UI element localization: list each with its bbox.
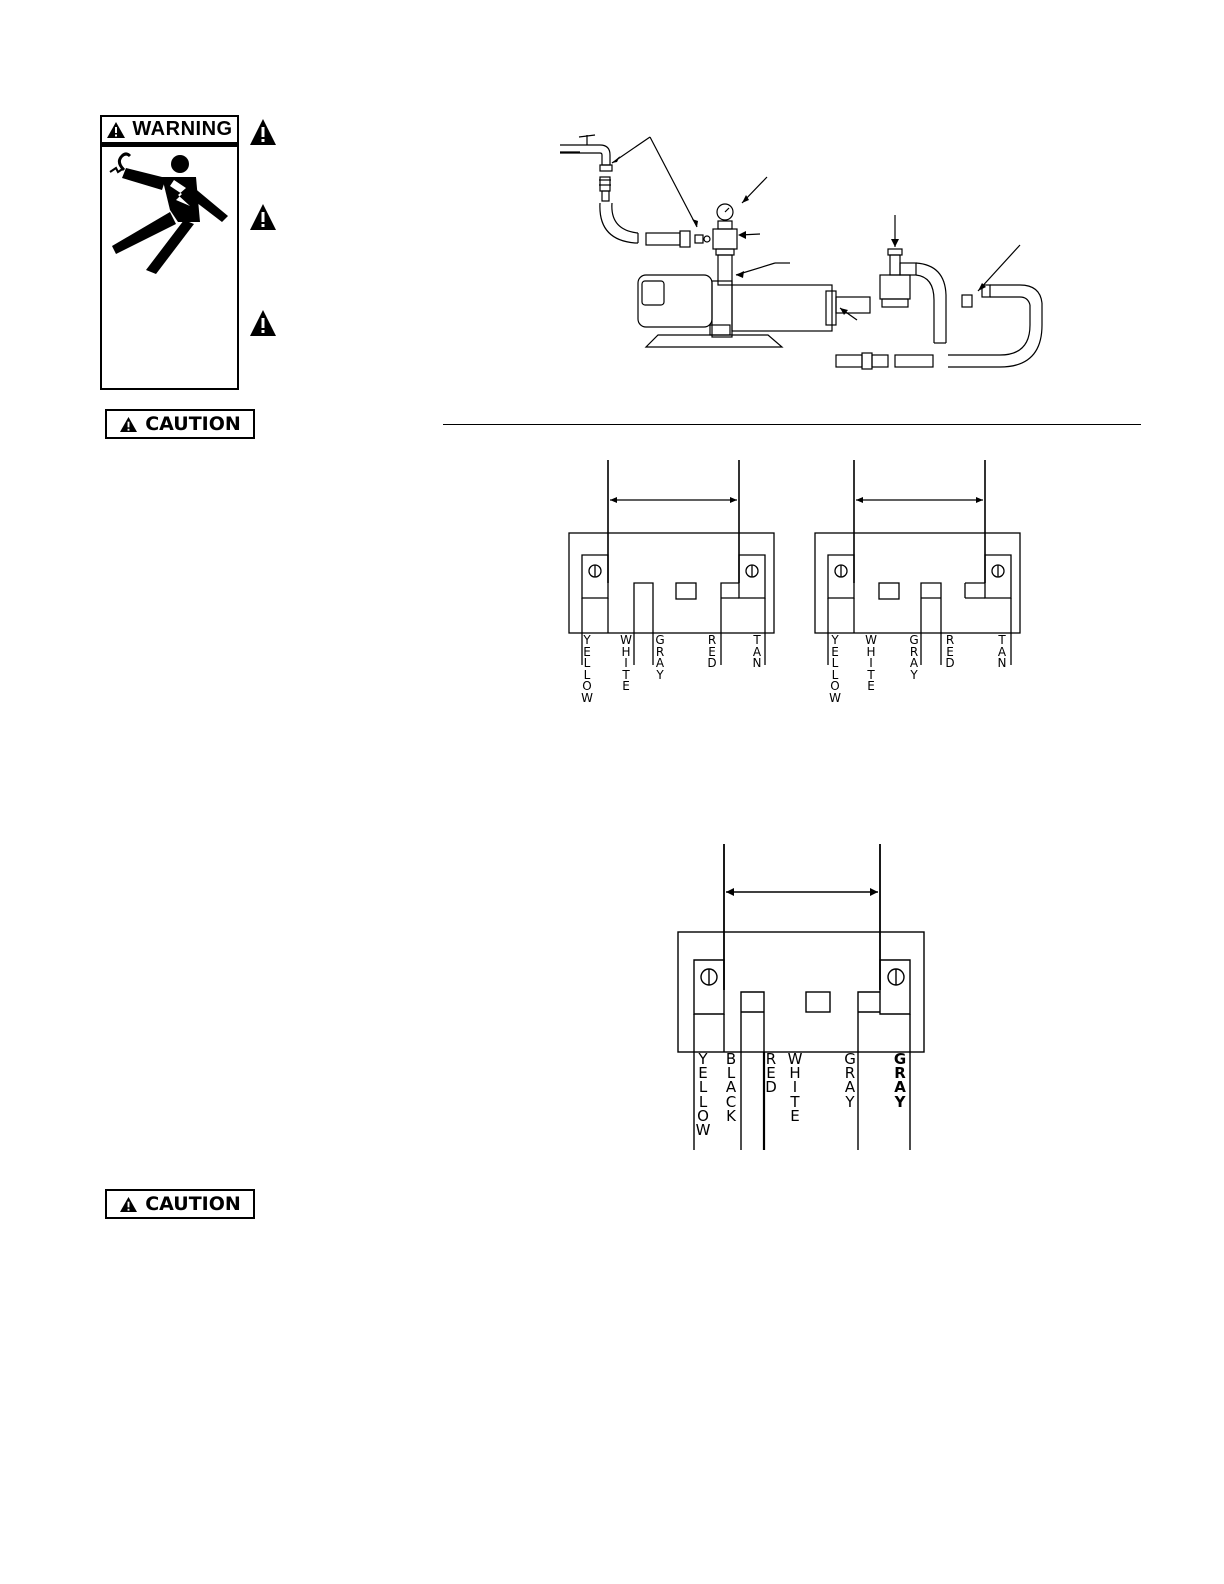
caution-label-text: CAUTION xyxy=(145,1193,241,1215)
caution-label-text: CAUTION xyxy=(145,413,241,435)
alert-triangle-icon xyxy=(249,309,277,337)
alert-triangle-icon xyxy=(249,118,277,146)
wire-label-yellow: Y E L L O W xyxy=(695,1050,711,1140)
wire-label-black: B L A C K xyxy=(725,1050,737,1125)
wire-label-gray: G R A Y xyxy=(893,1050,907,1111)
wiring-diagram-1 xyxy=(560,455,785,665)
pump-plumbing-illustration xyxy=(550,125,1050,380)
wire-label-white: W H I T E xyxy=(787,1050,803,1125)
caution-label xyxy=(105,1189,255,1219)
warning-label-text: WARNING xyxy=(132,118,233,140)
wire-label-red: R E D xyxy=(945,633,955,670)
wire-label-yellow: Y E L L O W xyxy=(829,633,841,705)
electric-shock-icon xyxy=(104,150,236,275)
wire-label-tan: T A N xyxy=(752,633,762,670)
section-divider xyxy=(443,424,1141,425)
wire-label-red: R E D xyxy=(707,633,717,670)
faucet-icon xyxy=(560,135,612,171)
warning-label-divider xyxy=(100,144,239,147)
wire-label-gray: G R A Y xyxy=(655,633,665,682)
wire-label-tan: T A N xyxy=(997,633,1007,670)
wire-label-white: W H I T E xyxy=(620,633,632,693)
wire-label-red: R E D xyxy=(765,1050,777,1097)
caution-label xyxy=(105,409,255,439)
wire-label-gray: G R A Y xyxy=(844,1050,856,1111)
warning-triangle-icon xyxy=(106,121,126,139)
wire-label-white: W H I T E xyxy=(865,633,877,693)
warning-triangle-icon xyxy=(119,416,138,433)
warning-label-header xyxy=(100,115,239,144)
alert-triangle-icon xyxy=(249,203,277,231)
wire-label-yellow: Y E L L O W xyxy=(581,633,593,705)
warning-triangle-icon xyxy=(119,1196,138,1213)
wire-label-gray: G R A Y xyxy=(909,633,919,682)
